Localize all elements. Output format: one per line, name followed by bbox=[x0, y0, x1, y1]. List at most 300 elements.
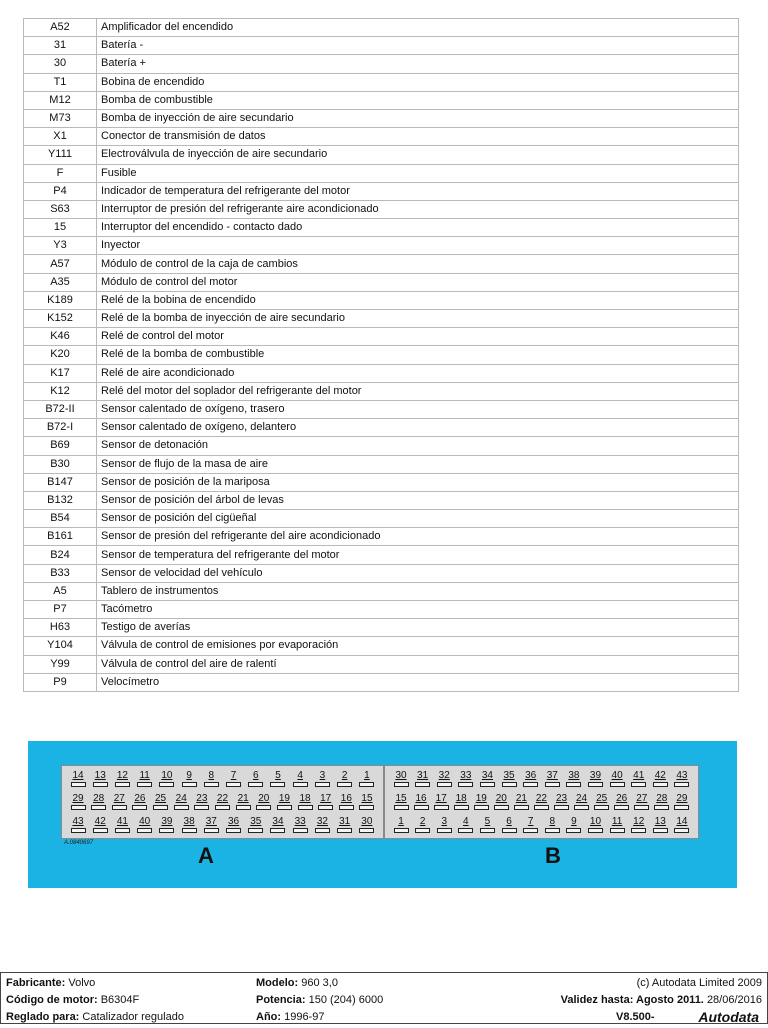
connector-pin bbox=[672, 770, 692, 790]
legend-description: Batería + bbox=[97, 55, 739, 73]
legend-code: X1 bbox=[24, 128, 97, 146]
pin-number: 11 bbox=[139, 770, 150, 781]
pin-number: 20 bbox=[495, 793, 507, 804]
pin-number: 23 bbox=[555, 793, 568, 804]
pin-number: 5 bbox=[275, 770, 281, 781]
legend-code: K12 bbox=[24, 382, 97, 400]
pin-slot bbox=[226, 782, 241, 787]
connector-pin bbox=[499, 816, 519, 836]
validez-label: Validez hasta: Agosto 2011. bbox=[560, 994, 704, 1006]
connector-pin bbox=[592, 793, 612, 813]
connector-pin bbox=[629, 816, 649, 836]
legend-row bbox=[24, 19, 739, 37]
legend-row bbox=[24, 219, 739, 237]
legend-description: Sensor de presión del refrigerante del aire acondicionado bbox=[97, 528, 739, 546]
pin-number: 27 bbox=[636, 793, 648, 804]
pin-number: 13 bbox=[94, 770, 106, 781]
pin-number: 12 bbox=[633, 816, 645, 827]
legend-code: Y104 bbox=[24, 637, 97, 655]
pin-slot bbox=[359, 782, 374, 787]
pin-slot bbox=[394, 805, 409, 810]
pin-slot bbox=[594, 805, 609, 810]
pin-slot bbox=[480, 782, 495, 787]
pin-number: 16 bbox=[340, 793, 352, 804]
pin-slot bbox=[631, 782, 646, 787]
legend-code: B69 bbox=[24, 437, 97, 455]
legend-description: Interruptor de presión del refrigerante aire acondicionado bbox=[97, 200, 739, 218]
connector-pin bbox=[90, 816, 110, 836]
legend-code: 15 bbox=[24, 219, 97, 237]
connector-pin bbox=[157, 770, 177, 790]
legend-code: Y3 bbox=[24, 237, 97, 255]
pin-number: 21 bbox=[515, 793, 527, 804]
legend-description: Válvula de control del aire de ralentí bbox=[97, 655, 739, 673]
pin-number: 40 bbox=[611, 770, 623, 781]
diagram-reference-code: A.0840697 bbox=[64, 840, 94, 846]
pin-slot bbox=[71, 805, 86, 810]
pin-number: 14 bbox=[72, 770, 84, 781]
pin-number: 41 bbox=[116, 816, 128, 827]
connector-pin bbox=[290, 816, 310, 836]
legend-description: Fusible bbox=[97, 164, 739, 182]
legend-row bbox=[24, 364, 739, 382]
pin-number: 24 bbox=[175, 793, 187, 804]
legend-row bbox=[24, 510, 739, 528]
modelo-label: Modelo: bbox=[256, 977, 299, 989]
pin-number: 25 bbox=[155, 793, 167, 804]
connector-pin bbox=[312, 770, 332, 790]
pin-number: 35 bbox=[250, 816, 262, 827]
legend-code: A52 bbox=[24, 19, 97, 37]
connector-pin bbox=[531, 793, 551, 813]
legend-row bbox=[24, 291, 739, 309]
connector-pin bbox=[179, 770, 199, 790]
pin-slot bbox=[174, 805, 189, 810]
connector-pin bbox=[564, 816, 584, 836]
legend-row bbox=[24, 419, 739, 437]
pin-number: 18 bbox=[299, 793, 311, 804]
pin-slot bbox=[566, 828, 581, 833]
connector-pin bbox=[542, 816, 562, 836]
pin-number: 18 bbox=[455, 793, 467, 804]
connector-pin bbox=[254, 793, 274, 813]
pin-row bbox=[385, 770, 698, 790]
pin-slot bbox=[653, 828, 668, 833]
pin-number: 16 bbox=[415, 793, 427, 804]
legend-row bbox=[24, 437, 739, 455]
legend-code: H63 bbox=[24, 619, 97, 637]
pin-row bbox=[385, 793, 698, 813]
pin-slot bbox=[71, 782, 86, 787]
pin-row bbox=[62, 770, 383, 790]
legend-code: B72-II bbox=[24, 400, 97, 418]
reglado-value: Catalizador regulado bbox=[82, 1011, 184, 1023]
legend-row bbox=[24, 255, 739, 273]
connector-pin bbox=[171, 793, 191, 813]
connector-pin bbox=[224, 816, 244, 836]
pin-number: 7 bbox=[230, 770, 237, 781]
pin-number: 42 bbox=[94, 816, 106, 827]
legend-description: Inyector bbox=[97, 237, 739, 255]
pin-number: 3 bbox=[441, 816, 447, 827]
connector-pin bbox=[456, 816, 476, 836]
reglado-label: Reglado para: bbox=[6, 1011, 80, 1023]
connector-pin bbox=[607, 770, 627, 790]
connector-pin bbox=[413, 816, 433, 836]
pin-number: 6 bbox=[252, 770, 259, 781]
legend-row bbox=[24, 237, 739, 255]
pin-number: 9 bbox=[571, 816, 577, 827]
legend-description: Sensor de velocidad del vehículo bbox=[97, 564, 739, 582]
pin-number: 9 bbox=[186, 770, 192, 781]
pin-slot bbox=[93, 828, 108, 833]
copyright-text: (c) Autodata Limited 2009 bbox=[636, 977, 762, 989]
pin-slot bbox=[458, 828, 473, 833]
connector-pin bbox=[212, 793, 232, 813]
pin-slot bbox=[480, 828, 495, 833]
legend-row bbox=[24, 637, 739, 655]
pin-number: 2 bbox=[419, 816, 426, 827]
pin-slot bbox=[634, 805, 649, 810]
pin-number: 7 bbox=[527, 816, 534, 827]
legend-row bbox=[24, 673, 739, 691]
legend-row bbox=[24, 546, 739, 564]
connector-pin bbox=[607, 816, 627, 836]
pin-slot bbox=[494, 805, 509, 810]
pin-number: 43 bbox=[676, 770, 688, 781]
connector-pin bbox=[491, 793, 511, 813]
pin-slot bbox=[337, 828, 352, 833]
legend-description: Sensor de detonación bbox=[97, 437, 739, 455]
legend-row bbox=[24, 91, 739, 109]
connector-pin bbox=[585, 816, 605, 836]
legend-code: Y99 bbox=[24, 655, 97, 673]
legend-description: Electroválvula de inyección de aire secundario bbox=[97, 146, 739, 164]
legend-code: B132 bbox=[24, 491, 97, 509]
pin-slot bbox=[115, 782, 130, 787]
connector-pin bbox=[650, 770, 670, 790]
connector-pin bbox=[112, 816, 132, 836]
connector-pin bbox=[274, 793, 294, 813]
pin-slot bbox=[588, 828, 603, 833]
connector-pin bbox=[312, 816, 332, 836]
connector-pin bbox=[456, 770, 476, 790]
pin-number: 6 bbox=[506, 816, 512, 827]
pin-slot bbox=[437, 828, 452, 833]
connector-pin bbox=[112, 770, 132, 790]
pin-number: 34 bbox=[272, 816, 284, 827]
pin-number: 17 bbox=[320, 793, 332, 804]
pin-number: 28 bbox=[93, 793, 105, 804]
connector-pin bbox=[521, 770, 541, 790]
legend-description: Testigo de averías bbox=[97, 619, 739, 637]
pin-slot bbox=[226, 828, 241, 833]
legend-code: A57 bbox=[24, 255, 97, 273]
legend-description: Tablero de instrumentos bbox=[97, 582, 739, 600]
connector-pin bbox=[564, 770, 584, 790]
connector-pin bbox=[572, 793, 592, 813]
pin-number: 31 bbox=[339, 816, 351, 827]
legend-code: K152 bbox=[24, 310, 97, 328]
pin-slot bbox=[248, 828, 263, 833]
pin-number: 39 bbox=[589, 770, 602, 781]
pin-number: 21 bbox=[237, 793, 249, 804]
legend-row bbox=[24, 128, 739, 146]
pin-slot bbox=[318, 805, 333, 810]
pin-number: 31 bbox=[417, 770, 429, 781]
legend-row bbox=[24, 473, 739, 491]
legend-description: Sensor de posición de la mariposa bbox=[97, 473, 739, 491]
connector-pin bbox=[68, 770, 88, 790]
pin-row bbox=[385, 816, 698, 836]
connector-pin bbox=[246, 816, 266, 836]
legend-description: Módulo de control de la caja de cambios bbox=[97, 255, 739, 273]
pin-slot bbox=[182, 782, 197, 787]
pin-slot bbox=[434, 805, 449, 810]
pin-number: 32 bbox=[316, 816, 328, 827]
pin-number: 15 bbox=[361, 793, 373, 804]
legend-description: Sensor calentado de oxígeno, delantero bbox=[97, 419, 739, 437]
pin-number: 36 bbox=[525, 770, 537, 781]
pin-number: 17 bbox=[435, 793, 447, 804]
pin-number: 34 bbox=[481, 770, 493, 781]
autodata-logo: Autodata bbox=[698, 1009, 759, 1025]
engine-reference: V8.500- bbox=[616, 1011, 655, 1023]
pin-number: 38 bbox=[183, 816, 195, 827]
pin-number: 24 bbox=[576, 793, 588, 804]
validez-date: 28/06/2016 bbox=[706, 994, 762, 1006]
connector-pin bbox=[290, 770, 310, 790]
ano-label: Año: bbox=[256, 1011, 282, 1023]
pin-slot bbox=[534, 805, 549, 810]
pin-slot bbox=[270, 828, 285, 833]
legend-description: Relé del motor del soplador del refrigerante del motor bbox=[97, 382, 739, 400]
document-footer bbox=[0, 972, 768, 1024]
pin-slot bbox=[454, 805, 469, 810]
pin-number: 37 bbox=[205, 816, 217, 827]
pin-slot bbox=[132, 805, 147, 810]
pin-number: 12 bbox=[116, 770, 128, 781]
connector-pin bbox=[471, 793, 491, 813]
pin-number: 4 bbox=[463, 816, 469, 827]
pin-slot bbox=[437, 782, 452, 787]
legend-code: B30 bbox=[24, 455, 97, 473]
pin-number: 8 bbox=[208, 770, 215, 781]
pin-number: 5 bbox=[484, 816, 491, 827]
legend-code: B24 bbox=[24, 546, 97, 564]
legend-description: Sensor de temperatura del refrigerante del motor bbox=[97, 546, 739, 564]
connector-pin bbox=[391, 816, 411, 836]
legend-row bbox=[24, 655, 739, 673]
legend-code: B54 bbox=[24, 510, 97, 528]
legend-description: Velocímetro bbox=[97, 673, 739, 691]
connector-pin bbox=[357, 770, 377, 790]
pin-number: 11 bbox=[611, 816, 623, 827]
pin-slot bbox=[315, 782, 330, 787]
potencia-label: Potencia: bbox=[256, 994, 306, 1006]
connector-pin bbox=[431, 793, 451, 813]
pin-number: 14 bbox=[676, 816, 688, 827]
pin-slot bbox=[277, 805, 292, 810]
pin-number: 33 bbox=[294, 816, 306, 827]
pin-slot bbox=[653, 782, 668, 787]
connector-pin bbox=[652, 793, 672, 813]
pin-slot bbox=[574, 805, 589, 810]
pin-slot bbox=[394, 782, 409, 787]
fabricante-value: Volvo bbox=[68, 977, 96, 989]
pin-slot bbox=[502, 782, 517, 787]
pin-number: 35 bbox=[503, 770, 515, 781]
legend-code: T1 bbox=[24, 73, 97, 91]
codigo-value: B6304F bbox=[100, 994, 140, 1006]
pin-number: 30 bbox=[361, 816, 373, 827]
pin-slot bbox=[137, 782, 152, 787]
pin-slot bbox=[270, 782, 285, 787]
codigo-label: Código de motor: bbox=[6, 994, 98, 1006]
legend-row bbox=[24, 55, 739, 73]
legend-description: Bobina de encendido bbox=[97, 73, 739, 91]
modelo-value: 960 3,0 bbox=[301, 977, 338, 989]
legend-description: Sensor calentado de oxígeno, trasero bbox=[97, 400, 739, 418]
pin-slot bbox=[415, 782, 430, 787]
connector-pin bbox=[521, 816, 541, 836]
legend-row bbox=[24, 528, 739, 546]
pin-number: 19 bbox=[278, 793, 290, 804]
legend-description: Indicador de temperatura del refrigerante del motor bbox=[97, 182, 739, 200]
legend-row bbox=[24, 146, 739, 164]
connector-pin bbox=[357, 816, 377, 836]
ecu-connector-diagram bbox=[28, 741, 737, 888]
pin-number: 42 bbox=[654, 770, 666, 781]
pin-slot bbox=[631, 828, 646, 833]
legend-description: Conector de transmisión de datos bbox=[97, 128, 739, 146]
pin-slot bbox=[298, 805, 313, 810]
component-legend-table bbox=[23, 18, 739, 692]
pin-number: 15 bbox=[395, 793, 407, 804]
connector-pin bbox=[192, 793, 212, 813]
pin-slot bbox=[315, 828, 330, 833]
connector-pin bbox=[391, 793, 411, 813]
connector-pin bbox=[542, 770, 562, 790]
connector-pin bbox=[135, 770, 155, 790]
pin-number: 32 bbox=[438, 770, 450, 781]
pin-number: 26 bbox=[616, 793, 628, 804]
pin-number: 29 bbox=[72, 793, 84, 804]
pin-number: 27 bbox=[113, 793, 125, 804]
pin-slot bbox=[204, 828, 219, 833]
pin-slot bbox=[359, 828, 374, 833]
legend-row bbox=[24, 382, 739, 400]
pin-slot bbox=[293, 828, 308, 833]
legend-description: Relé de la bomba de inyección de aire secundario bbox=[97, 310, 739, 328]
connector-pin bbox=[391, 770, 411, 790]
pin-number: 36 bbox=[227, 816, 240, 827]
pin-number: 20 bbox=[258, 793, 270, 804]
legend-code: 30 bbox=[24, 55, 97, 73]
pin-slot bbox=[339, 805, 354, 810]
connector-pin bbox=[477, 770, 497, 790]
connector-pin bbox=[632, 793, 652, 813]
legend-code: K17 bbox=[24, 364, 97, 382]
pin-slot bbox=[153, 805, 168, 810]
pin-number: 4 bbox=[297, 770, 303, 781]
legend-description: Bomba de combustible bbox=[97, 91, 739, 109]
connector-pin bbox=[413, 770, 433, 790]
legend-description: Relé de la bobina de encendido bbox=[97, 291, 739, 309]
connector-pin bbox=[411, 793, 431, 813]
pin-slot bbox=[293, 782, 308, 787]
pin-slot bbox=[545, 828, 560, 833]
legend-code: P7 bbox=[24, 601, 97, 619]
connector-pin bbox=[268, 770, 288, 790]
pin-number: 10 bbox=[589, 816, 602, 827]
connector-pin bbox=[650, 816, 670, 836]
pin-slot bbox=[458, 782, 473, 787]
legend-description: Sensor de posición del árbol de levas bbox=[97, 491, 739, 509]
pin-slot bbox=[93, 782, 108, 787]
pin-slot bbox=[545, 782, 560, 787]
legend-code: B161 bbox=[24, 528, 97, 546]
pin-number: 39 bbox=[161, 816, 173, 827]
pin-slot bbox=[71, 828, 86, 833]
connector-pin bbox=[672, 793, 692, 813]
legend-description: Sensor de flujo de la masa de aire bbox=[97, 455, 739, 473]
pin-slot bbox=[159, 782, 174, 787]
pin-slot bbox=[337, 782, 352, 787]
connector-pin bbox=[224, 770, 244, 790]
pin-slot bbox=[523, 782, 538, 787]
connector-label-a: A bbox=[198, 843, 214, 868]
pin-number: 8 bbox=[549, 816, 556, 827]
legend-row bbox=[24, 109, 739, 127]
connector-pin bbox=[629, 770, 649, 790]
connector-pin bbox=[477, 816, 497, 836]
legend-description: Relé de aire acondicionado bbox=[97, 364, 739, 382]
pin-slot bbox=[610, 782, 625, 787]
pin-number: 38 bbox=[568, 770, 580, 781]
legend-code: K189 bbox=[24, 291, 97, 309]
pin-slot bbox=[674, 782, 689, 787]
pin-number: 28 bbox=[656, 793, 668, 804]
fabricante-label: Fabricante: bbox=[6, 977, 66, 989]
pin-number: 22 bbox=[216, 793, 229, 804]
pin-slot bbox=[359, 805, 374, 810]
legend-code: B147 bbox=[24, 473, 97, 491]
pin-slot bbox=[523, 828, 538, 833]
connector-pin bbox=[109, 793, 129, 813]
legend-code: M73 bbox=[24, 109, 97, 127]
pin-number: 40 bbox=[139, 816, 151, 827]
legend-code: K20 bbox=[24, 346, 97, 364]
connector-pin bbox=[157, 816, 177, 836]
pin-number: 23 bbox=[196, 793, 208, 804]
pin-slot bbox=[514, 805, 529, 810]
pin-number: 2 bbox=[341, 770, 348, 781]
pin-slot bbox=[588, 782, 603, 787]
pin-slot bbox=[610, 828, 625, 833]
pin-slot bbox=[194, 805, 209, 810]
ano-value: 1996-97 bbox=[284, 1011, 325, 1023]
pin-number: 25 bbox=[596, 793, 608, 804]
pin-number: 10 bbox=[161, 770, 173, 781]
connector-pin bbox=[434, 816, 454, 836]
connector-pin bbox=[434, 770, 454, 790]
connector-pin bbox=[335, 816, 355, 836]
legend-row bbox=[24, 601, 739, 619]
pin-slot bbox=[215, 805, 230, 810]
legend-description: Amplificador del encendido bbox=[97, 19, 739, 37]
legend-description: Tacómetro bbox=[97, 601, 739, 619]
